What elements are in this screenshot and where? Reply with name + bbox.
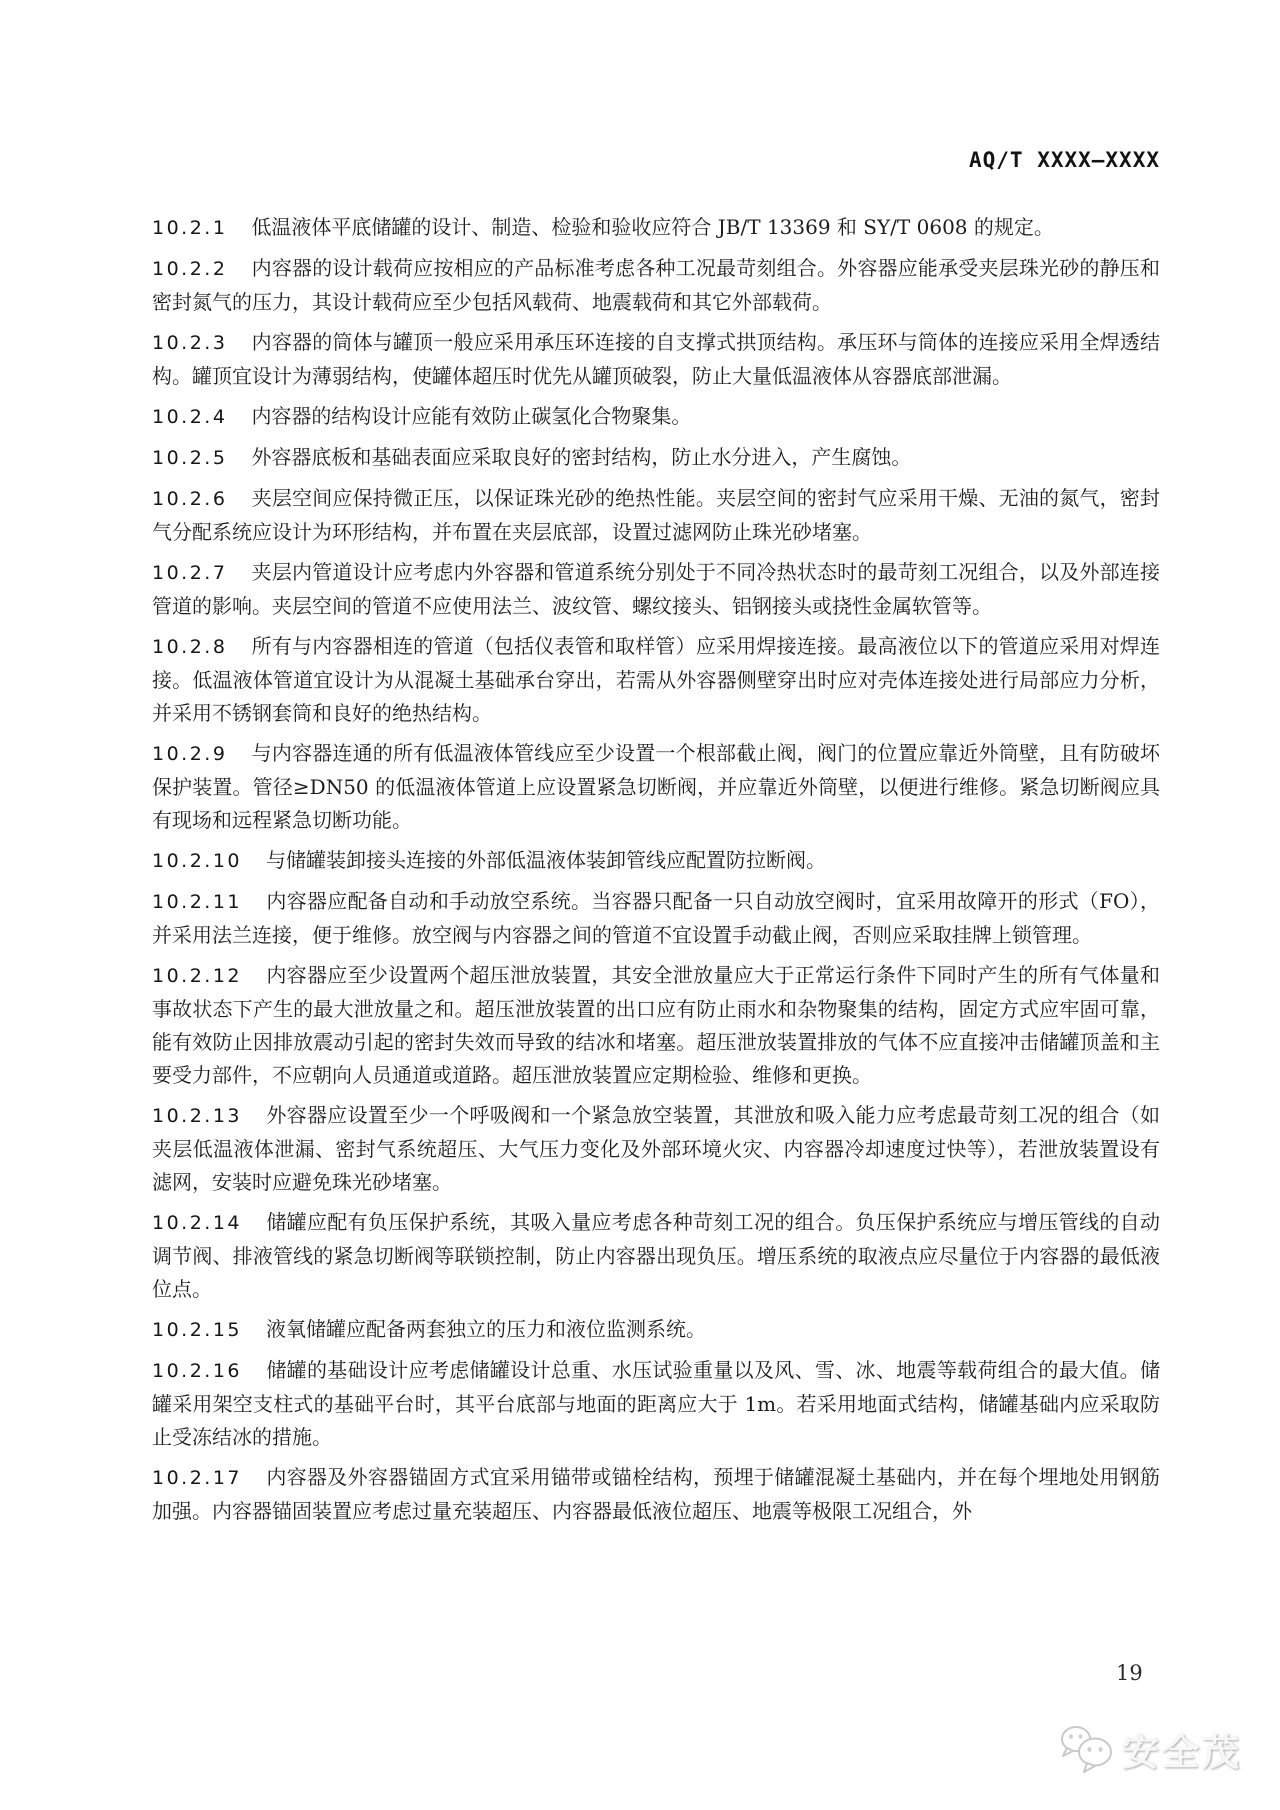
clause-text: 外容器应设置至少一个呼吸阀和一个紧急放空装置，其泄放和吸入能力应考虑最苛刻工况的组合（如夹层低温液体泄漏、密封气系统超压、大气压力变化及外部环境火灾、内容器冷却速度过快等），若泄放装置设有滤网，安装时应避免珠光砂堵塞。: [152, 1103, 1160, 1194]
clause-text: 内容器的设计载荷应按相应的产品标准考虑各种工况最苛刻组合。外容器应能承受夹层珠光砂的静压和密封氮气的压力，其设计载荷应至少包括风载荷、地震载荷和其它外部载荷。: [152, 256, 1160, 314]
clause-paragraph: [152, 1354, 1160, 1454]
clause-number: 10.2.17: [152, 1467, 243, 1489]
wechat-chat-bubbles-icon: [1056, 1723, 1116, 1775]
clause-paragraph: [152, 737, 1160, 837]
clause-paragraph: [152, 959, 1160, 1092]
clause-paragraph: [152, 1461, 1160, 1528]
clause-text: 与内容器连通的所有低温液体管线应至少设置一个根部截止阀，阀门的位置应靠近外筒壁，且有防破坏保护装置。管径≥DN50 的低温液体管道上应设置紧急切断阀，并应靠近外筒壁，以便进行维修。紧急切断阀应具有现场和远程紧急切断功能。: [152, 741, 1160, 832]
clause-paragraph: [152, 1099, 1160, 1199]
clause-paragraph: [152, 326, 1160, 393]
clause-paragraph: [152, 211, 1160, 245]
doc-code: AQ/T XXXX—XXXX: [968, 148, 1160, 172]
clause-paragraph: [152, 556, 1160, 623]
clause-paragraph: [152, 630, 1160, 730]
clause-number: 10.2.3: [152, 332, 228, 354]
clause-paragraph: [152, 844, 1160, 878]
clause-number: 10.2.8: [152, 636, 228, 658]
clause-paragraph: [152, 1313, 1160, 1347]
clause-text: 储罐的基础设计应考虑储罐设计总重、水压试验重量以及风、雪、冰、地震等载荷组合的最大值。储罐采用架空支柱式的基础平台时，其平台底部与地面的距离应大于 1m。若采用地面式结构，储罐基础内应采取防止受冻结冰的措施。: [152, 1358, 1160, 1449]
clause-number: 10.2.9: [152, 743, 228, 765]
page-number: 19: [1116, 1661, 1143, 1685]
clause-number: 10.2.2: [152, 258, 228, 280]
clause-paragraph: [152, 441, 1160, 475]
clauses-container: [152, 211, 1160, 1535]
clause-number: 10.2.1: [152, 217, 228, 239]
clause-paragraph: [152, 885, 1160, 952]
clause-number: 10.2.14: [152, 1212, 243, 1234]
clause-text: 储罐应配有负压保护系统，其吸入量应考虑各种苛刻工况的组合。负压保护系统应与增压管线的自动调节阀、排液管线的紧急切断阀等联锁控制，防止内容器出现负压。增压系统的取液点应尽量位于内容器的最低液位点。: [152, 1210, 1160, 1301]
clause-number: 10.2.5: [152, 447, 228, 469]
clause-number: 10.2.13: [152, 1105, 243, 1127]
clause-number: 10.2.7: [152, 562, 228, 584]
clause-number: 10.2.12: [152, 965, 243, 987]
clause-text: 液氧储罐应配备两套独立的压力和液位监测系统。: [266, 1317, 707, 1341]
watermark-text: 安全茂: [1122, 1731, 1242, 1774]
clause-number: 10.2.15: [152, 1319, 243, 1341]
clause-text: 低温液体平底储罐的设计、制造、检验和验收应符合 JB/T 13369 和 SY/T 0608 的规定。: [251, 215, 1054, 239]
clause-text: 内容器及外容器锚固方式宜采用锚带或锚栓结构，预埋于储罐混凝土基础内，并在每个埋地处用钢筋加强。内容器锚固装置应考虑过量充装超压、内容器最低液位超压、地震等极限工况组合，外: [152, 1465, 1160, 1523]
clause-number: 10.2.16: [152, 1360, 243, 1382]
clause-paragraph: [152, 1206, 1160, 1306]
clause-text: 所有与内容器相连的管道（包括仪表管和取样管）应采用焊接连接。最高液位以下的管道应采用对焊连接。低温液体管道宜设计为从混凝土基础承台穿出，若需从外容器侧壁穿出时应对壳体连接处进行局部应力分析，并采用不锈钢套筒和良好的绝热结构。: [152, 634, 1160, 725]
clause-paragraph: [152, 252, 1160, 319]
watermark: [1056, 1722, 1242, 1776]
clause-number: 10.2.6: [152, 488, 228, 510]
clause-text: 内容器应至少设置两个超压泄放装置，其安全泄放量应大于正常运行条件下同时产生的所有气体量和事故状态下产生的最大泄放量之和。超压泄放装置的出口应有防止雨水和杂物聚集的结构，固定方式应牢固可靠，能有效防止因排放震动引起的密封失效而导致的结冰和堵塞。超压泄放装置排放的气体不应直接冲击储罐顶盖和主要受力部件，不应朝向人员通道或道路。超压泄放装置应定期检验、维修和更换。: [152, 963, 1160, 1087]
clause-text: 夹层内管道设计应考虑内外容器和管道系统分别处于不同冷热状态时的最苛刻工况组合，以及外部连接管道的影响。夹层空间的管道不应使用法兰、波纹管、螺纹接头、铝钢接头或挠性金属软管等。: [152, 560, 1160, 618]
clause-number: 10.2.10: [152, 850, 243, 872]
clause-paragraph: [152, 482, 1160, 549]
clause-text: 内容器的结构设计应能有效防止碳氢化合物聚集。: [251, 404, 692, 428]
clause-text: 夹层空间应保持微正压，以保证珠光砂的绝热性能。夹层空间的密封气应采用干燥、无油的氮气，密封气分配系统应设计为环形结构，并布置在夹层底部，设置过滤网防止珠光砂堵塞。: [152, 486, 1160, 544]
clause-paragraph: [152, 400, 1160, 434]
clause-number: 10.2.4: [152, 406, 228, 428]
clause-text: 与储罐装卸接头连接的外部低温液体装卸管线应配置防拉断阀。: [266, 848, 827, 872]
doc-header: [969, 148, 1160, 172]
clause-text: 内容器的筒体与罐顶一般应采用承压环连接的自支撑式拱顶结构。承压环与筒体的连接应采用全焊透结构。罐顶宜设计为薄弱结构，使罐体超压时优先从罐顶破裂，防止大量低温液体从容器底部泄漏。: [152, 330, 1160, 388]
clause-text: 外容器底板和基础表面应采取良好的密封结构，防止水分进入，产生腐蚀。: [251, 445, 912, 469]
clause-number: 10.2.11: [152, 891, 243, 913]
clause-text: 内容器应配备自动和手动放空系统。当容器只配备一只自动放空阀时，宜采用故障开的形式（FO），并采用法兰连接，便于维修。放空阀与内容器之间的管道不宜设置手动截止阀，否则应采取挂牌上锁管理。: [152, 889, 1160, 947]
